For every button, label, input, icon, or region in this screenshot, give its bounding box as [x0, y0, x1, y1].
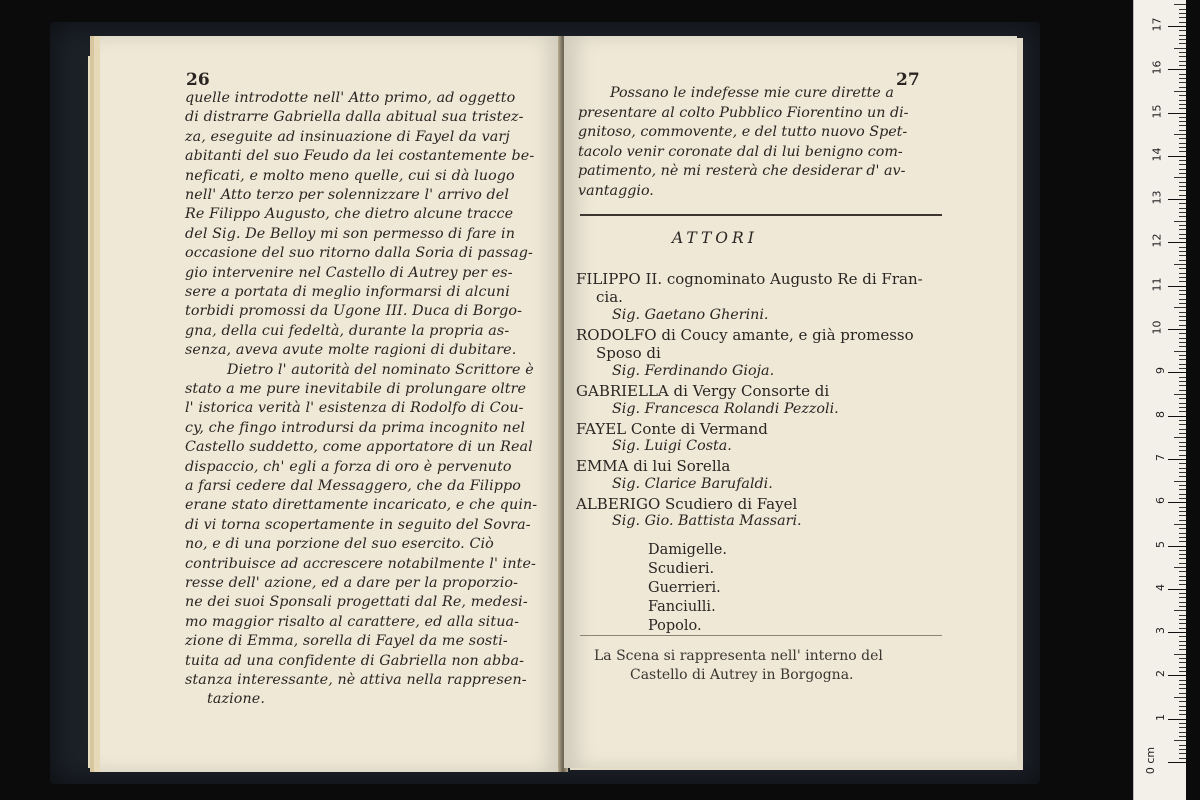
ruler-tick — [1179, 520, 1186, 521]
cast-actor: Sig. Ferdinando Gioja. — [612, 363, 775, 379]
ruler-tick — [1168, 26, 1186, 27]
ruler-tick — [1174, 4, 1186, 5]
ruler-tick — [1179, 749, 1186, 750]
ruler-tick — [1179, 619, 1186, 620]
text-line: occasione del suo ritorno dalla Soria di passag- — [185, 245, 533, 262]
ruler-tick — [1179, 714, 1186, 715]
ruler-tick — [1179, 299, 1186, 300]
ruler-tick — [1179, 147, 1186, 148]
intro-line: gnitoso, commovente, e del tutto nuovo Spet- — [578, 124, 908, 141]
ruler-tick — [1179, 468, 1186, 469]
ruler-tick — [1179, 745, 1186, 746]
ruler-tick — [1179, 65, 1186, 66]
ruler-tick — [1179, 203, 1186, 204]
ruler-tick — [1179, 450, 1186, 451]
text-line: del Sig. De Belloy mi son permesso di fare in — [185, 225, 516, 242]
scene-line: Castello di Autrey in Borgogna. — [630, 667, 854, 683]
ruler-tick — [1179, 385, 1186, 386]
ruler-tick — [1179, 736, 1186, 737]
ruler-tick — [1174, 91, 1186, 92]
section-rule — [580, 214, 942, 216]
ruler-tick — [1179, 628, 1186, 629]
ruler-tick — [1179, 645, 1186, 646]
ruler-tick — [1168, 329, 1186, 330]
intro-line: patimento, nè mi resterà che desiderar d' av- — [578, 163, 906, 180]
ruler-tick — [1179, 104, 1186, 105]
ruler-tick — [1179, 563, 1186, 564]
ruler-tick — [1179, 463, 1186, 464]
ruler-tick — [1179, 706, 1186, 707]
ruler-tick — [1179, 528, 1186, 529]
cast-role: EMMA di lui Sorella — [576, 457, 731, 475]
cast-role: RODOLFO di Coucy amante, e già promesso — [576, 326, 914, 344]
ruler-tick — [1179, 541, 1186, 542]
ruler-tick — [1179, 247, 1186, 248]
text-line: di distrarre Gabriella dalla abitual sua tristez- — [185, 109, 524, 126]
ruler-tick — [1179, 277, 1186, 278]
ruler-tick — [1179, 576, 1186, 577]
ruler-label: 14 — [1150, 147, 1164, 162]
ruler-tick — [1174, 48, 1186, 49]
ruler-tick — [1179, 403, 1186, 404]
ruler-tick — [1179, 407, 1186, 408]
ruler-tick — [1179, 325, 1186, 326]
cast-role: FAYEL Conte di Vermand — [576, 419, 768, 438]
ruler-tick — [1179, 429, 1186, 430]
ruler-tick — [1168, 372, 1186, 373]
extras-item: Damigelle. — [648, 542, 727, 558]
ruler-tick — [1179, 420, 1186, 421]
text-line: erane stato direttamente incaricato, e che quin- — [185, 497, 538, 514]
ruler-tick — [1179, 195, 1186, 196]
ruler-tick — [1179, 190, 1186, 191]
ruler-tick — [1179, 662, 1186, 663]
ruler-tick — [1179, 303, 1186, 304]
ruler-tick — [1174, 307, 1186, 308]
scene-line: La Scena si rappresenta nell' interno del — [594, 648, 883, 664]
ruler-tick — [1168, 242, 1186, 243]
cast-actor: Sig. Clarice Barufaldi. — [612, 475, 773, 492]
ruler-label: 9 — [1154, 367, 1167, 375]
ruler-tick — [1179, 312, 1186, 313]
text-line: neficati, e molto meno quelle, cui si dà luogo — [185, 167, 515, 184]
cast-actor: Sig. Luigi Costa. — [612, 438, 732, 454]
ruler-label: 6 — [1154, 497, 1167, 505]
ruler-tick — [1179, 333, 1186, 334]
ruler-tick — [1179, 182, 1186, 183]
text-line: quelle introdotte nell' Atto primo, ad oggetto — [185, 90, 516, 106]
ruler-tick — [1179, 498, 1186, 499]
ruler-tick — [1179, 658, 1186, 659]
ruler-label: 8 — [1154, 410, 1167, 418]
ruler-tick — [1179, 485, 1186, 486]
ruler-tick — [1179, 507, 1186, 508]
ruler-tick — [1179, 61, 1186, 62]
text-line: mo maggior risalto al carattere, ed alla situa- — [185, 613, 520, 630]
ruler-tick — [1179, 208, 1186, 209]
ruler-label: 2 — [1154, 670, 1167, 678]
ruler-label: 15 — [1150, 104, 1164, 118]
ruler-label: 1 — [1154, 713, 1167, 721]
ruler-tick — [1168, 286, 1186, 287]
ruler-tick — [1179, 554, 1186, 555]
ruler-tick — [1174, 394, 1186, 395]
ruler-tick — [1179, 533, 1186, 534]
ruler-label: 10 — [1150, 320, 1164, 335]
ruler-tick — [1179, 273, 1186, 274]
ruler-tick — [1179, 30, 1186, 31]
ruler-tick — [1168, 546, 1186, 547]
ruler-tick — [1179, 684, 1186, 685]
ruler-tick — [1179, 667, 1186, 668]
ruler-tick — [1179, 558, 1186, 559]
ruler-tick — [1179, 593, 1186, 594]
ruler-tick — [1179, 255, 1186, 256]
ruler-tick — [1179, 173, 1186, 174]
ruler-tick — [1174, 697, 1186, 698]
text-line: senza, aveva avute molte ragioni di dubitare. — [185, 342, 517, 359]
ruler-tick — [1179, 571, 1186, 572]
ruler-tick — [1168, 113, 1186, 114]
ruler-tick — [1179, 515, 1186, 516]
text-line: l' istorica verità l' esistenza di Rodolfo di Cou- — [185, 400, 524, 417]
text-line: stato a me pure inevitabile di prolungare oltre — [185, 381, 527, 397]
ruler-tick — [1179, 693, 1186, 694]
page-number-left: 26 — [186, 70, 210, 90]
ruler-tick — [1179, 381, 1186, 382]
extras-item: Popolo. — [648, 618, 702, 634]
ruler-tick — [1179, 584, 1186, 585]
text-line: tazione. — [207, 691, 265, 708]
ruler-tick — [1179, 87, 1186, 88]
text-line: sere a portata di meglio informarsi di alcuni — [185, 284, 510, 300]
ruler-tick — [1179, 511, 1186, 512]
ruler-tick — [1179, 355, 1186, 356]
ruler-tick — [1179, 216, 1186, 217]
ruler-tick — [1179, 368, 1186, 369]
ruler-tick — [1174, 567, 1186, 568]
ruler-tick — [1179, 710, 1186, 711]
ruler-label: 13 — [1150, 190, 1164, 205]
ruler-tick — [1179, 489, 1186, 490]
cast-actor: Sig. Gio. Battista Massari. — [612, 513, 802, 529]
ruler-tick — [1179, 472, 1186, 473]
text-line: a farsi cedere dal Messaggero, che da Filippo — [185, 478, 521, 494]
ruler-tick — [1179, 82, 1186, 83]
ruler-tick — [1179, 346, 1186, 347]
ruler-tick — [1179, 411, 1186, 412]
ruler-tick — [1179, 398, 1186, 399]
text-line: resse dell' azione, ed a dare per la proporzio- — [185, 575, 519, 591]
ruler-tick — [1179, 290, 1186, 291]
cast-role: FILIPPO II. cognominato Augusto Re di Fran- — [576, 270, 923, 288]
intro-line: vantaggio. — [578, 183, 654, 199]
ruler-tick — [1179, 671, 1186, 672]
ruler-tick — [1179, 17, 1186, 18]
ruler-tick — [1179, 580, 1186, 581]
ruler-tick — [1179, 753, 1186, 754]
text-line: di vi torna scopertamente in seguito del Sovra- — [185, 516, 531, 533]
extras-item: Fanciulli. — [648, 599, 716, 615]
ruler-tick — [1168, 762, 1186, 763]
ruler-tick — [1179, 52, 1186, 53]
text-line: dispaccio, ch' egli a forza di oro è pervenuto — [185, 458, 512, 475]
ruler-tick — [1179, 641, 1186, 642]
ruler-tick — [1179, 130, 1186, 131]
ruler-tick — [1179, 78, 1186, 79]
extras-item: Scudieri. — [648, 561, 715, 577]
ruler-tick — [1179, 13, 1186, 14]
ruler-label: 5 — [1154, 540, 1167, 548]
cast-role-cont: Sposo di — [596, 343, 661, 362]
ruler-label: 3 — [1154, 627, 1167, 635]
ruler-tick — [1179, 35, 1186, 36]
ruler-tick — [1174, 177, 1186, 178]
ruler-tick — [1168, 156, 1186, 157]
ruler-tick — [1174, 740, 1186, 741]
ruler-tick — [1179, 260, 1186, 261]
ruler-tick — [1168, 675, 1186, 676]
ruler-tick — [1179, 537, 1186, 538]
ruler-tick — [1179, 364, 1186, 365]
ruler-tick — [1168, 502, 1186, 503]
ruler-tick — [1174, 221, 1186, 222]
ruler-tick — [1179, 424, 1186, 425]
text-line: ne dei suoi Sponsali progettati dal Re, medesi- — [185, 594, 528, 611]
ruler-tick — [1179, 121, 1186, 122]
ruler-tick — [1179, 39, 1186, 40]
ruler-tick — [1179, 169, 1186, 170]
ruler-tick — [1179, 615, 1186, 616]
ruler-label: 12 — [1150, 233, 1164, 248]
ruler-tick — [1174, 437, 1186, 438]
ruler-tick — [1179, 338, 1186, 339]
ruler-tick — [1179, 550, 1186, 551]
ruler-tick — [1179, 597, 1186, 598]
ruler-tick — [1179, 359, 1186, 360]
text-line: Castello suddetto, come apportatore di un Real — [185, 439, 533, 456]
text-line: tuita ad una confidente di Gabriella non abba- — [185, 652, 525, 669]
ruler-label: 7 — [1154, 453, 1167, 461]
text-line: gna, della cui fedeltà, durante la propria as- — [185, 322, 510, 339]
ruler-label: 11 — [1150, 277, 1164, 292]
text-line: stanza interessante, nè attiva nella rappresen- — [185, 672, 527, 688]
ruler-tick — [1179, 294, 1186, 295]
ruler-tick — [1179, 100, 1186, 101]
ruler-tick — [1179, 117, 1186, 118]
ruler-tick — [1179, 160, 1186, 161]
text-line: za, eseguite ad insinuazione di Fayel da varj — [185, 128, 510, 145]
text-line: no, e di una porzione del suo esercito. Ciò — [185, 536, 494, 553]
ruler-tick — [1174, 351, 1186, 352]
ruler-tick — [1179, 623, 1186, 624]
extras-item: Guerrieri. — [648, 580, 721, 596]
ruler-tick — [1179, 225, 1186, 226]
cast-heading: ATTORI — [672, 229, 758, 247]
ruler-tick — [1179, 56, 1186, 57]
text-line: contribuisce ad accrescere notabilmente l' inte- — [185, 555, 536, 572]
ruler-tick — [1179, 281, 1186, 282]
ruler-label: 0 cm — [1143, 746, 1157, 775]
ruler-tick — [1179, 390, 1186, 391]
text-line: gio intervenire nel Castello di Autrey per es- — [185, 264, 513, 281]
ruler-tick — [1179, 43, 1186, 44]
ruler-tick — [1179, 95, 1186, 96]
ruler-tick — [1179, 727, 1186, 728]
ruler-tick — [1179, 143, 1186, 144]
ruler-tick — [1179, 125, 1186, 126]
ruler-tick — [1174, 264, 1186, 265]
ruler-tick — [1179, 649, 1186, 650]
ruler-tick — [1179, 723, 1186, 724]
cast-role: ALBERIGO Scudiero di Fayel — [576, 494, 798, 513]
ruler-tick — [1179, 9, 1186, 10]
text-line: Re Filippo Augusto, che dietro alcune tracce — [185, 206, 514, 223]
ruler-tick — [1168, 589, 1186, 590]
intro-line: Possano le indefesse mie cure dirette a — [610, 85, 894, 101]
ruler-label: 16 — [1150, 60, 1164, 75]
right-page — [564, 36, 1017, 768]
ruler-tick — [1179, 320, 1186, 321]
ruler-tick — [1174, 481, 1186, 482]
cast-actor: Sig. Gaetano Gherini. — [612, 307, 769, 323]
cast-actor: Sig. Francesca Rolandi Pezzoli. — [612, 400, 839, 417]
ruler-tick — [1168, 69, 1186, 70]
ruler-tick — [1179, 138, 1186, 139]
ruler-tick — [1179, 602, 1186, 603]
text-line: Dietro l' autorità del nominato Scrittore è — [227, 361, 534, 378]
ruler-tick — [1168, 719, 1186, 720]
ruler-tick — [1179, 108, 1186, 109]
ruler-tick — [1174, 524, 1186, 525]
ruler-tick — [1179, 606, 1186, 607]
ruler-tick — [1179, 494, 1186, 495]
cast-role-cont: cia. — [596, 287, 623, 306]
ruler-tick — [1168, 199, 1186, 200]
ruler-label: 17 — [1150, 17, 1164, 32]
ruler-tick — [1168, 459, 1186, 460]
ruler-tick — [1179, 74, 1186, 75]
ruler-tick — [1179, 688, 1186, 689]
ruler-tick — [1179, 680, 1186, 681]
ruler-tick — [1179, 268, 1186, 269]
ruler-tick — [1179, 234, 1186, 235]
ruler-label: 4 — [1154, 583, 1167, 591]
cast-role: GABRIELLA di Vergy Consorte di — [576, 382, 830, 400]
ruler-tick — [1179, 433, 1186, 434]
intro-line: tacolo venir coronate dal di lui benigno com- — [578, 143, 903, 160]
ruler-tick — [1179, 732, 1186, 733]
measuring-ruler — [1133, 0, 1186, 800]
ruler-tick — [1174, 654, 1186, 655]
ruler-tick — [1179, 164, 1186, 165]
ruler-tick — [1179, 476, 1186, 477]
ruler-tick — [1179, 758, 1186, 759]
ruler-tick — [1179, 316, 1186, 317]
ruler-tick — [1174, 134, 1186, 135]
left-page — [100, 36, 562, 772]
ruler-tick — [1179, 446, 1186, 447]
intro-line: presentare al colto Pubblico Fiorentino un di- — [578, 104, 909, 121]
ruler-tick — [1174, 610, 1186, 611]
text-line: cy, che fingo introdursi da prima incognito nel — [185, 419, 526, 436]
ruler-tick — [1179, 251, 1186, 252]
ruler-tick — [1179, 229, 1186, 230]
scene-rule — [580, 635, 942, 636]
ruler-tick — [1179, 238, 1186, 239]
ruler-tick — [1179, 186, 1186, 187]
ruler-tick — [1179, 636, 1186, 637]
text-line: zione di Emma, sorella di Fayel da me sosti- — [185, 633, 508, 650]
ruler-tick — [1179, 151, 1186, 152]
ruler-tick — [1179, 342, 1186, 343]
text-line: torbidi promossi da Ugone III. Duca di Borgo- — [185, 303, 523, 320]
ruler-tick — [1179, 212, 1186, 213]
ruler-tick — [1168, 632, 1186, 633]
ruler-tick — [1179, 377, 1186, 378]
text-line: nell' Atto terzo per solennizzare l' arrivo del — [185, 187, 510, 203]
ruler-tick — [1179, 455, 1186, 456]
ruler-tick — [1179, 701, 1186, 702]
ruler-tick — [1179, 442, 1186, 443]
ruler-tick — [1179, 22, 1186, 23]
ruler-tick — [1168, 416, 1186, 417]
text-line: abitanti del suo Feudo da lei costantemente be- — [185, 148, 535, 165]
page-number-right: 27 — [896, 70, 920, 90]
